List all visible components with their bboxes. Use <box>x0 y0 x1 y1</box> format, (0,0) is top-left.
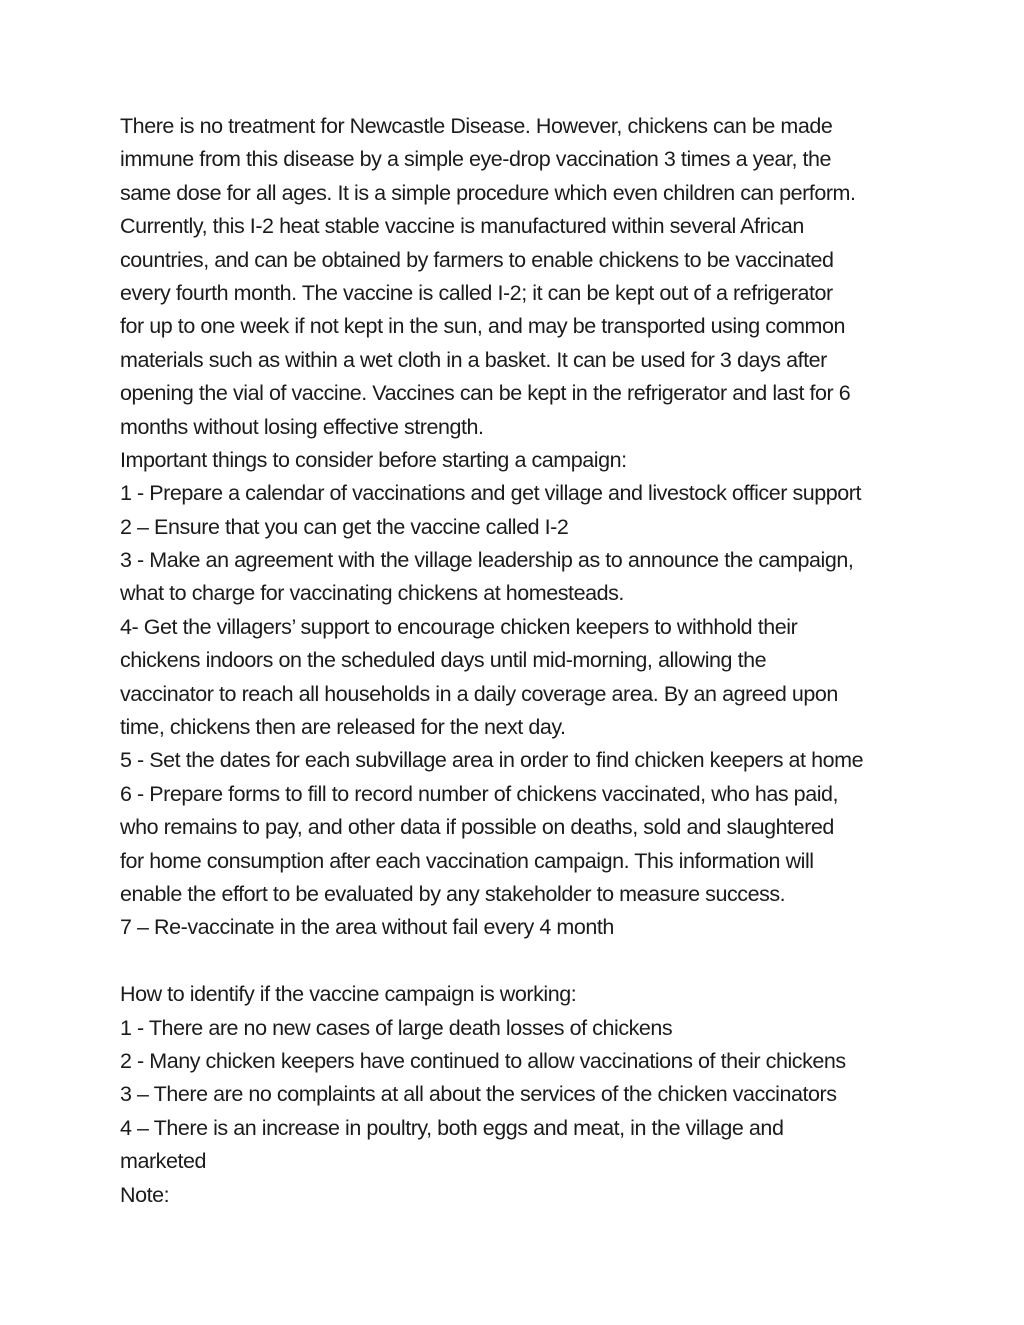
text-line: what to charge for vaccinating chickens at homesteads. <box>120 581 624 606</box>
text-line: 4- Get the villagers’ support to encourage chicken keepers to withhold their <box>120 614 798 639</box>
text-line: opening the vial of vaccine. Vaccines can be kept in the refrigerator and last for 6 <box>120 381 851 406</box>
text-line: 3 - Make an agreement with the village leadership as to announce the campaign, <box>120 548 854 573</box>
text-line: vaccinator to reach all households in a daily coverage area. By an agreed upon <box>120 681 838 706</box>
text-line: countries, and can be obtained by farmers to enable chickens to be vaccinated <box>120 247 834 272</box>
note-label: Note: <box>120 1182 170 1207</box>
text-line: time, chickens then are released for the next day. <box>120 715 566 740</box>
text-line: immune from this disease by a simple eye-drop vaccination 3 times a year, the <box>120 147 832 172</box>
text-line: enable the effort to be evaluated by any stakeholder to measure success. <box>120 881 786 906</box>
text-line: 1 - Prepare a calendar of vaccinations and get village and livestock officer support <box>120 481 862 506</box>
text-line: 3 – There are no complaints at all about the services of the chicken vaccinators <box>120 1082 837 1107</box>
text-line: marketed <box>120 1149 207 1174</box>
text-line: for up to one week if not kept in the sun, and may be transported using common <box>120 314 846 339</box>
text-line: 2 - Many chicken keepers have continued to allow vaccinations of their chickens <box>120 1048 846 1073</box>
document-text <box>120 110 920 1212</box>
text-line: materials such as within a wet cloth in a basket. It can be used for 3 days after <box>120 347 827 372</box>
text-line: 4 – There is an increase in poultry, both eggs and meat, in the village and <box>120 1115 784 1140</box>
text-line: 6 - Prepare forms to fill to record number of chickens vaccinated, who has paid, <box>120 781 839 806</box>
text-line: 1 - There are no new cases of large death losses of chickens <box>120 1015 673 1040</box>
section-heading-working: How to identify if the vaccine campaign is working: <box>120 982 577 1007</box>
text-line: every fourth month. The vaccine is called I-2; it can be kept out of a refrigerator <box>120 280 833 305</box>
section-heading-campaign: Important things to consider before starting a campaign: <box>120 447 627 472</box>
text-line: months without losing effective strength. <box>120 414 484 439</box>
text-line: 2 – Ensure that you can get the vaccine called I-2 <box>120 514 569 539</box>
text-line: same dose for all ages. It is a simple procedure which even children can perform. <box>120 180 856 205</box>
blank-line <box>120 945 920 978</box>
text-line: There is no treatment for Newcastle Disease. However, chickens can be made <box>120 114 833 138</box>
text-line: chickens indoors on the scheduled days until mid-morning, allowing the <box>120 648 767 673</box>
text-line: for home consumption after each vaccination campaign. This information will <box>120 848 814 873</box>
text-line: who remains to pay, and other data if possible on deaths, sold and slaughtered <box>120 815 834 840</box>
text-line: 5 - Set the dates for each subvillage area in order to find chicken keepers at home <box>120 748 864 773</box>
text-line: Currently, this I-2 heat stable vaccine is manufactured within several African <box>120 214 804 239</box>
text-line: 7 – Re-vaccinate in the area without fail every 4 month <box>120 915 614 940</box>
